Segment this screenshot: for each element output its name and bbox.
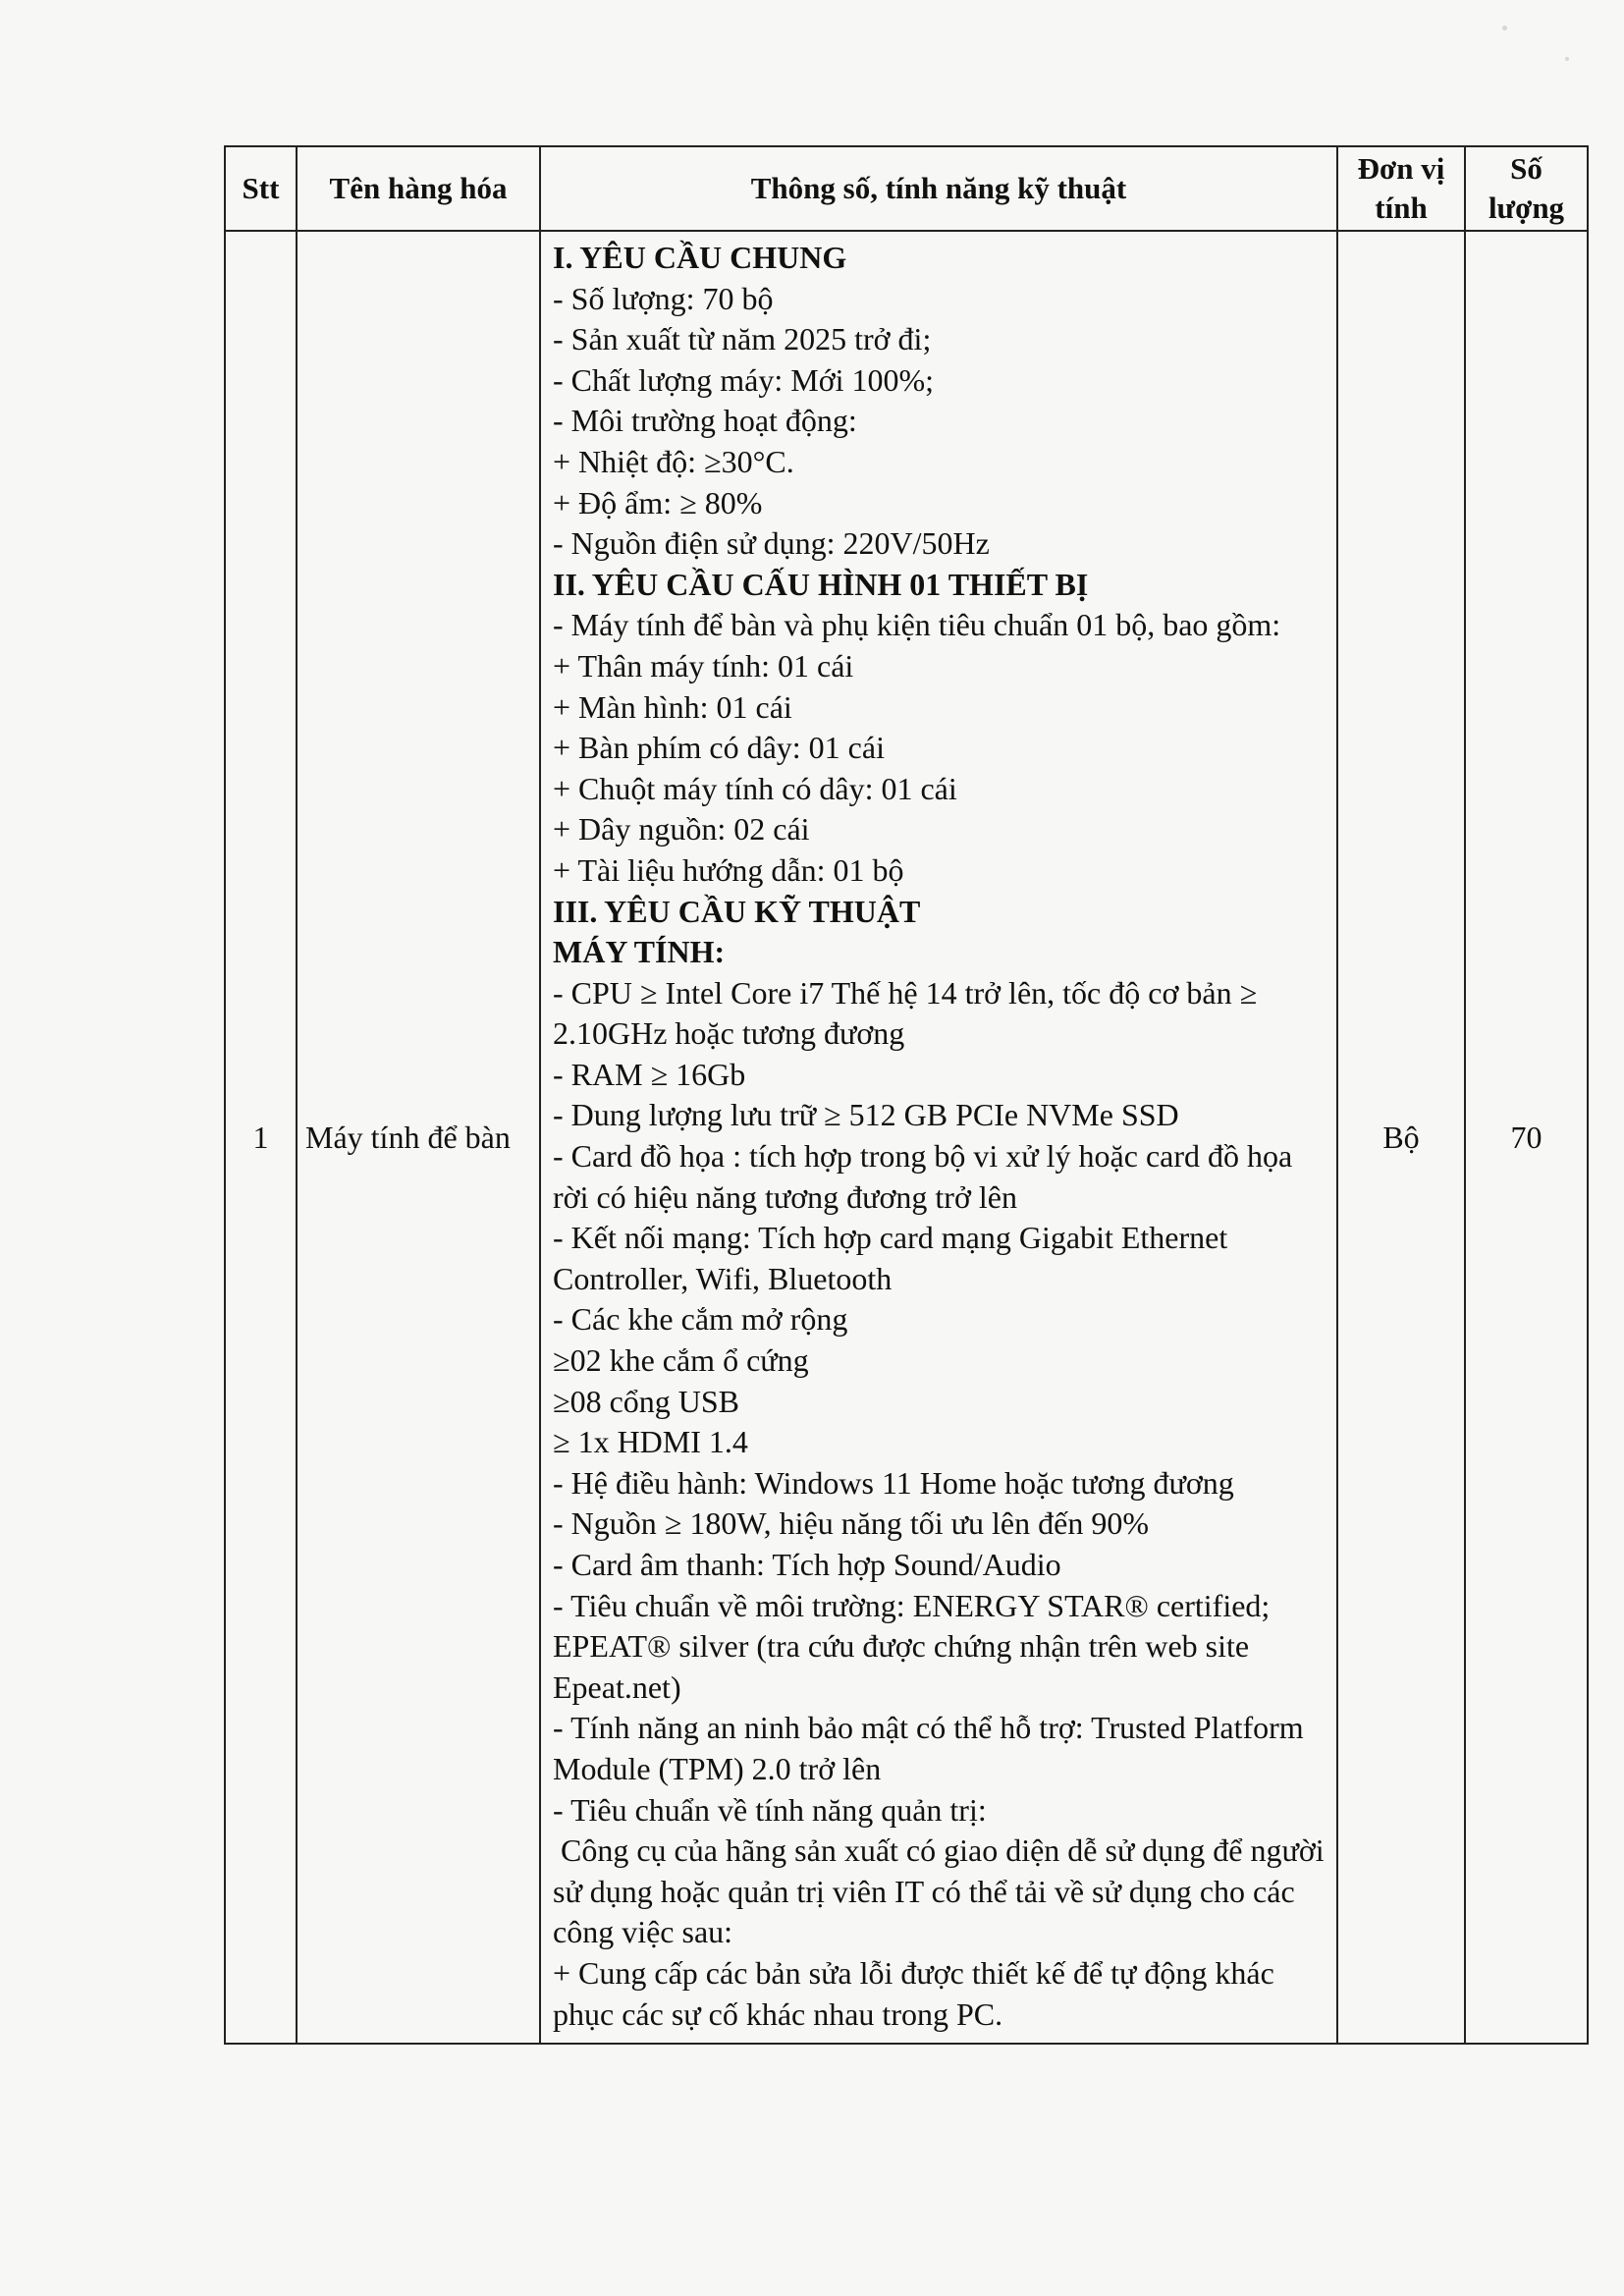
spec-line: - Tính năng an ninh bảo mật có thể hỗ trợ: Trusted Platform Module (TPM) 2.0 trở lên — [553, 1710, 1312, 1786]
header-name: Tên hàng hóa — [297, 146, 540, 231]
spec-line: ≥02 khe cắm ổ cứng — [553, 1342, 809, 1379]
header-stt: Stt — [225, 146, 297, 231]
spec-line: - Nguồn ≥ 180W, hiệu năng tối ưu lên đến 90% — [553, 1505, 1149, 1542]
cell-stt: 1 — [225, 231, 297, 2044]
spec-line: - Tiêu chuẩn về môi trường: ENERGY STAR® certified; EPEAT® silver (tra cứu được chứng nhận trên web site Epeat.net) — [553, 1587, 1278, 1705]
header-spec: Thông số, tính năng kỹ thuật — [540, 146, 1337, 231]
spec-line: + Bàn phím có dây: 01 cái — [553, 730, 885, 766]
spec-line: - CPU ≥ Intel Core i7 Thế hệ 14 trở lên, tốc độ cơ bản ≥ 2.10GHz hoặc tương đương — [553, 974, 1266, 1052]
cell-item-name: Máy tính để bàn — [297, 231, 540, 2044]
spec-line: Công cụ của hãng sản xuất có giao diện dễ sử dụng để người sử dụng hoặc quản trị viên IT có thể tải về sử dụng cho các công việc sau: — [553, 1832, 1332, 1950]
spec-line: + Nhiệt độ: ≥30°C. — [553, 443, 794, 479]
spec-line: + Dây nguồn: 02 cái — [553, 811, 810, 847]
spec-line: + Cung cấp các bản sửa lỗi được thiết kế để tự động khác phục các sự cố khác nhau trong PC. — [553, 1954, 1282, 2032]
header-unit: Đơn vị tính — [1337, 146, 1465, 231]
spec-section-heading: I. YÊU CẦU CHUNG — [553, 240, 847, 275]
spec-table — [224, 145, 1589, 2045]
header-qty: Số lượng — [1465, 146, 1588, 231]
spec-line: - Card đồ họa : tích hợp trong bộ vi xử lý hoặc card đồ họa rời có hiệu năng tương đương trở lên — [553, 1138, 1301, 1215]
spec-line: ≥08 cổng USB — [553, 1383, 740, 1419]
spec-line: - Máy tính để bàn và phụ kiện tiêu chuẩn 01 bộ, bao gồm: — [553, 607, 1281, 643]
spec-line: - Nguồn điện sử dụng: 220V/50Hz — [553, 525, 990, 562]
spec-section-heading: II. YÊU CẦU CẤU HÌNH 01 THIẾT BỊ — [553, 566, 1089, 602]
spec-line: + Độ ẩm: ≥ 80% — [553, 484, 763, 520]
spec-line: - Kết nối mạng: Tích hợp card mạng Gigabit Ethernet Controller, Wifi, Bluetooth — [553, 1220, 1236, 1296]
spec-line: - Các khe cắm mở rộng — [553, 1301, 848, 1338]
table-row — [225, 231, 1588, 2044]
spec-section-heading: MÁY TÍNH: — [553, 934, 726, 970]
spec-line: - Card âm thanh: Tích hợp Sound/Audio — [553, 1547, 1061, 1582]
cell-qty: 70 — [1465, 231, 1588, 2044]
spec-section-heading: III. YÊU CẦU KỸ THUẬT — [553, 893, 921, 929]
spec-line: + Màn hình: 01 cái — [553, 688, 792, 725]
scan-dot — [1502, 26, 1507, 30]
spec-line: + Thân máy tính: 01 cái — [553, 647, 854, 683]
spec-line: ≥ 1x HDMI 1.4 — [553, 1424, 748, 1460]
cell-spec — [540, 231, 1337, 2044]
spec-line: - Hệ điều hành: Windows 11 Home hoặc tương đương — [553, 1464, 1234, 1501]
spec-line: + Tài liệu hướng dẫn: 01 bộ — [553, 851, 904, 888]
spec-line: + Chuột máy tính có dây: 01 cái — [553, 770, 957, 806]
spec-line: - Chất lượng máy: Mới 100%; — [553, 361, 935, 398]
spec-line: - Sản xuất từ năm 2025 trở đi; — [553, 321, 932, 357]
spec-line: - Dung lượng lưu trữ ≥ 512 GB PCIe NVMe SSD — [553, 1097, 1179, 1133]
table-header-row — [225, 146, 1588, 231]
scan-dot — [1565, 57, 1569, 61]
spec-line: - Số lượng: 70 bộ — [553, 280, 774, 316]
spec-line: - RAM ≥ 16Gb — [553, 1056, 746, 1092]
spec-line: - Môi trường hoạt động: — [553, 403, 857, 439]
cell-unit: Bộ — [1337, 231, 1465, 2044]
spec-line: - Tiêu chuẩn về tính năng quản trị: — [553, 1791, 987, 1828]
